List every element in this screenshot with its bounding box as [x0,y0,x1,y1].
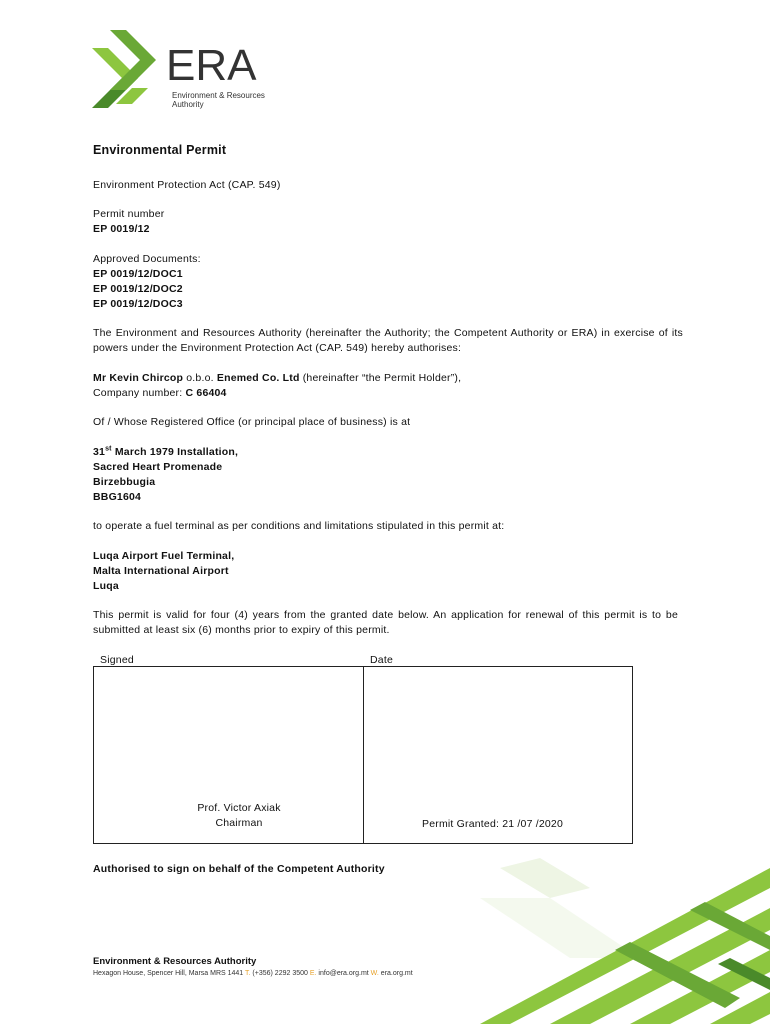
operate-text: to operate a fuel terminal as per conditions and limitations stipulated in this permit at: [93,520,505,532]
office-address [93,445,683,505]
signatory-title: Chairman [215,817,263,829]
authorised-statement: Authorised to sign on behalf of the Competent Authority [93,863,385,875]
approved-documents-label: Approved Documents: [93,253,201,265]
logo-line1: Environment & Resources [172,91,265,100]
site-line: Luqa [93,580,119,592]
approved-document: EP 0019/12/DOC2 [93,283,183,295]
validity-paragraph: This permit is valid for four (4) years from the granted date below. An application for renewal of this permit is to be submitted at least six (6) months prior to expiry of this permit. [93,609,678,636]
footer-contact [93,970,413,977]
logo-wordmark: ERA [166,41,257,90]
company-number: C 66404 [185,387,227,399]
site-address [93,549,683,594]
office-address-line4: BBG1604 [93,491,142,503]
holder-obo: o.b.o. [186,372,214,384]
company-number-line [93,386,683,401]
logo-stripes-icon [92,30,156,108]
approved-document: EP 0019/12/DOC1 [93,268,183,280]
signed-label: Signed [100,654,134,666]
web-label: W. [370,970,379,977]
site-line: Luqa Airport Fuel Terminal, [93,550,235,562]
holder-suffix: (hereinafter “the Permit Holder”), [302,372,462,384]
office-address-line2: Sacred Heart Promenade [93,461,223,473]
footer-phone: (+356) 2292 3500 [252,970,308,977]
signatory-name: Prof. Victor Axiak [197,802,281,814]
footer-web[interactable]: era.org.mt [380,970,413,977]
permit-number-section [93,207,683,237]
company-number-label: Company number: [93,387,183,399]
logo-line2: Authority [172,100,204,109]
permit-number: EP 0019/12 [93,223,150,235]
permit-number-label: Permit number [93,208,165,220]
holder-company: Enemed Co. Ltd [216,372,300,384]
corner-stripes-icon [480,858,770,1024]
email-label: E. [309,970,317,977]
site-line: Malta International Airport [93,565,229,577]
office-address-line3: Birzebbugia [93,476,156,488]
footer-email[interactable]: info@era.org.mt [318,970,369,977]
signature-divider [363,667,364,843]
holder-name: Mr Kevin Chircop [93,372,184,384]
approved-document: EP 0019/12/DOC3 [93,298,183,310]
era-logo [92,28,272,112]
date-label: Date [370,654,393,666]
approved-documents-section [93,252,683,312]
footer-address: Hexagon House, Spencer Hill, Marsa MRS 1441 [93,970,244,977]
office-intro: Of / Whose Registered Office (or principal place of business) is at [93,416,411,428]
office-address-line1: 31st March 1979 Installation, [93,445,239,458]
authorisation-paragraph: The Environment and Resources Authority (hereinafter the Authority; the Competent Authority or ERA) in exercise of its powers under the Environment Protection Act (CAP. 549) hereby authorises: [93,327,683,354]
holder-line [93,371,683,386]
phone-label: T. [245,970,251,977]
permit-granted-date: Permit Granted: 21 /07 /2020 [422,818,564,830]
signature-table [93,666,633,844]
signatory [154,801,324,831]
document-title: Environmental Permit [93,143,227,157]
act-reference: Environment Protection Act (CAP. 549) [93,179,281,191]
footer-org: Environment & Resources Authority [93,956,257,967]
permit-holder [93,371,683,401]
